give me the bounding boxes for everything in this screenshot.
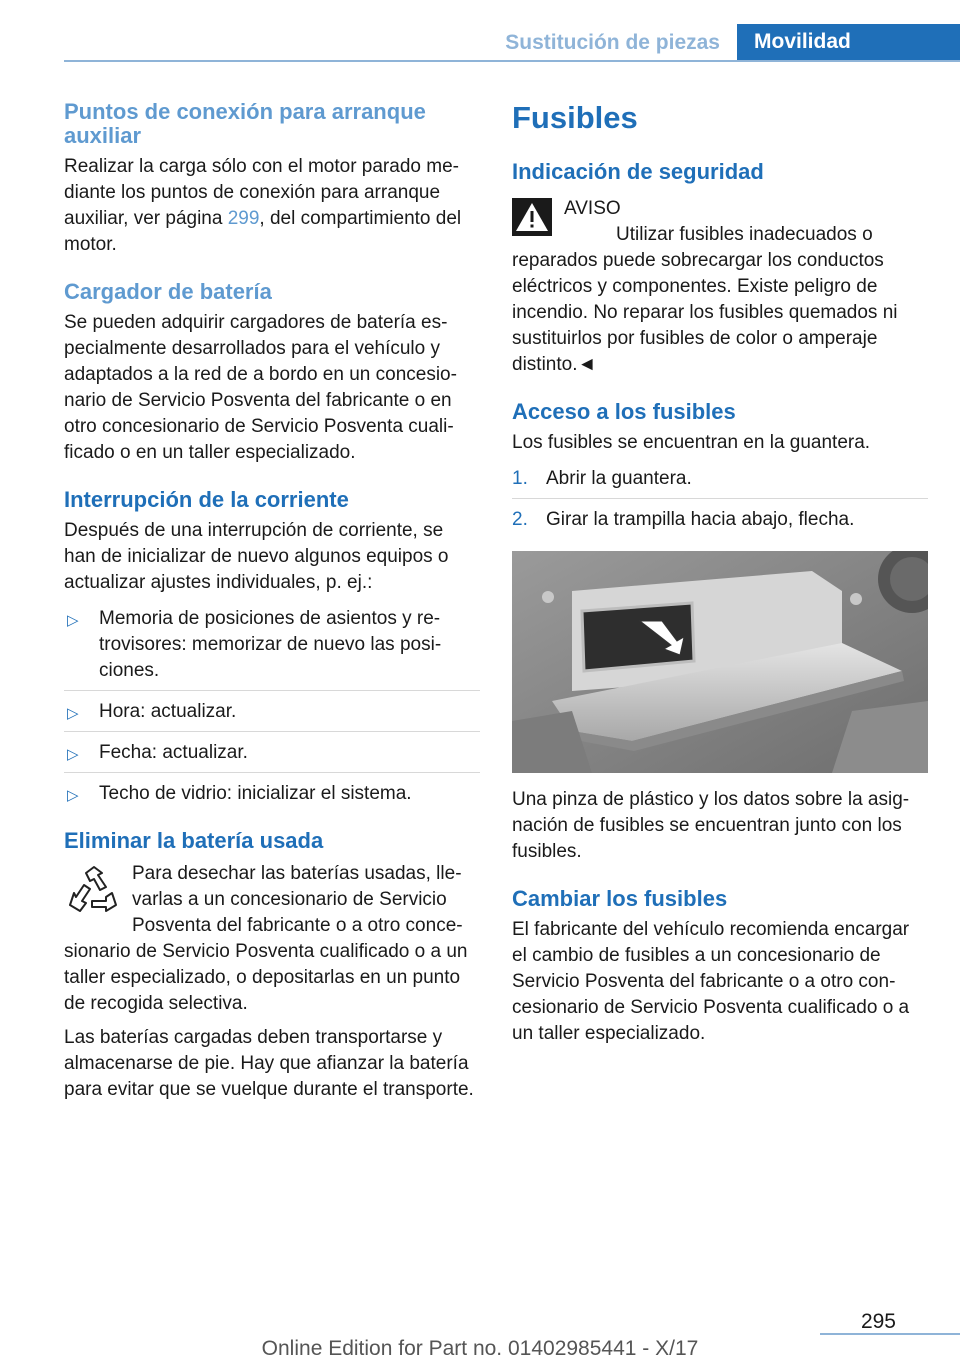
triangle-right-icon: ▷: [67, 705, 79, 722]
step-number: 2.: [512, 509, 528, 530]
heading-battery-charger: Cargador de batería: [64, 279, 272, 304]
heading-power-interruption: Interrupción de la corriente: [64, 487, 349, 512]
paragraph-fuse-access: Los fusibles se encuentran en la guantera.: [512, 432, 871, 453]
access-steps: [512, 466, 928, 539]
heading-dispose-battery: Eliminar la batería usada: [64, 828, 324, 853]
heading-safety-note: Indicación de seguridad: [512, 159, 764, 184]
text-segment: Realizar la carga sólo con el motor parado mediante los puntos de conexión para arranque auxiliar, ver página: [64, 156, 459, 229]
reset-list: [64, 606, 480, 813]
right-column: [512, 100, 928, 1047]
warning-triangle-icon: [512, 198, 552, 236]
paragraph-change-fuses: El fabricante del vehículo recomienda encargar el cambio de fusibles a un concesionario de Servicio Posventa del fabricante o a otro concesionario de Servicio Posventa cualificado o a un taller especializado.: [512, 919, 910, 1044]
step-text: Girar la trampilla hacia abajo, flecha.: [546, 509, 855, 530]
recycle-icon: [66, 863, 122, 919]
heading-fuse-access: Acceso a los fusibles: [512, 399, 736, 424]
header-rule: [64, 60, 960, 62]
paragraph-battery-charger: Se pueden adquirir cargadores de batería especialmente desarrollados para el vehículo y adaptados a la red de a bordo en un concesionario de Servicio Posventa del fabricante o en otro concesionario de Servicio Posventa cualificado o en un taller especializado.: [64, 312, 457, 463]
footer-rule: [820, 1333, 960, 1335]
heading-change-fuses: Cambiar los fusibles: [512, 886, 728, 911]
header-chapter-tab: Movilidad: [737, 24, 960, 62]
footer-edition: Online Edition for Part no. 01402985441 - X/17: [261, 1337, 699, 1360]
list-item: [64, 740, 480, 773]
warning-text: [512, 222, 928, 378]
list-item: [64, 781, 480, 813]
list-item: [64, 699, 480, 732]
triangle-right-icon: ▷: [67, 612, 79, 629]
paragraph-jump-start: [64, 154, 480, 258]
recycle-note: [64, 861, 480, 1017]
step-number: 1.: [512, 468, 528, 489]
heading-fuses: Fusibles: [512, 100, 638, 135]
list-item-text: Techo de vidrio: inicializar el sistema.: [99, 783, 412, 804]
image-caption: Una pinza de plástico y los datos sobre la asignación de fusibles se encuentran junto con los fusibles.: [512, 789, 910, 862]
triangle-right-icon: ▷: [67, 787, 79, 804]
list-item-text: Memoria de posiciones de asientos y retrovisores: memorizar de nuevo las posiciones.: [99, 608, 442, 681]
warning-text-body: Utilizar fusibles inadecuados o reparados puede sobrecargar los conductos eléctricos y componentes. Existe peligro de incendio. No reparar los fusibles quemados ni sustituirlos por fusibles de color o amperaje distinto.◄: [512, 224, 898, 375]
paragraph-dispose: Para desechar las baterías usadas, llevarlas a un concesionario de Servicio Posventa del fabricante o a otro concesionario de Servicio Posventa cualificado o a un taller especializado, o depositarlas en un punto de recogida selectiva.: [64, 863, 468, 1014]
heading-jump-start-points: Puntos de conexión para arranque auxiliar: [64, 99, 426, 148]
list-item: [64, 606, 480, 691]
glovebox-illustration: [512, 551, 928, 773]
warning-label: AVISO: [564, 198, 621, 219]
page-number: 295: [860, 1310, 896, 1333]
list-item-text: Fecha: actualizar.: [99, 742, 248, 763]
page-link[interactable]: 299: [227, 208, 260, 229]
paragraph-power-interruption: Después de una interrupción de corriente, se han de inicializar de nuevo algunos equipos o actualizar ajustes individuales, p. ej.:: [64, 520, 449, 593]
triangle-right-icon: ▷: [67, 746, 79, 763]
left-column: [64, 100, 480, 1103]
warning-block: [512, 196, 928, 378]
step-text: Abrir la guantera.: [546, 468, 692, 489]
list-item-text: Hora: actualizar.: [99, 701, 237, 722]
step-item: [512, 507, 928, 539]
paragraph-transport: Las baterías cargadas deben transportarse y almacenarse de pie. Hay que afianzar la batería para evitar que se vuelque durante el transporte.: [64, 1027, 474, 1100]
step-item: [512, 466, 928, 499]
header-section-title: Sustitución de piezas: [505, 31, 720, 54]
text-segment: , del compartimiento del motor.: [64, 208, 462, 255]
